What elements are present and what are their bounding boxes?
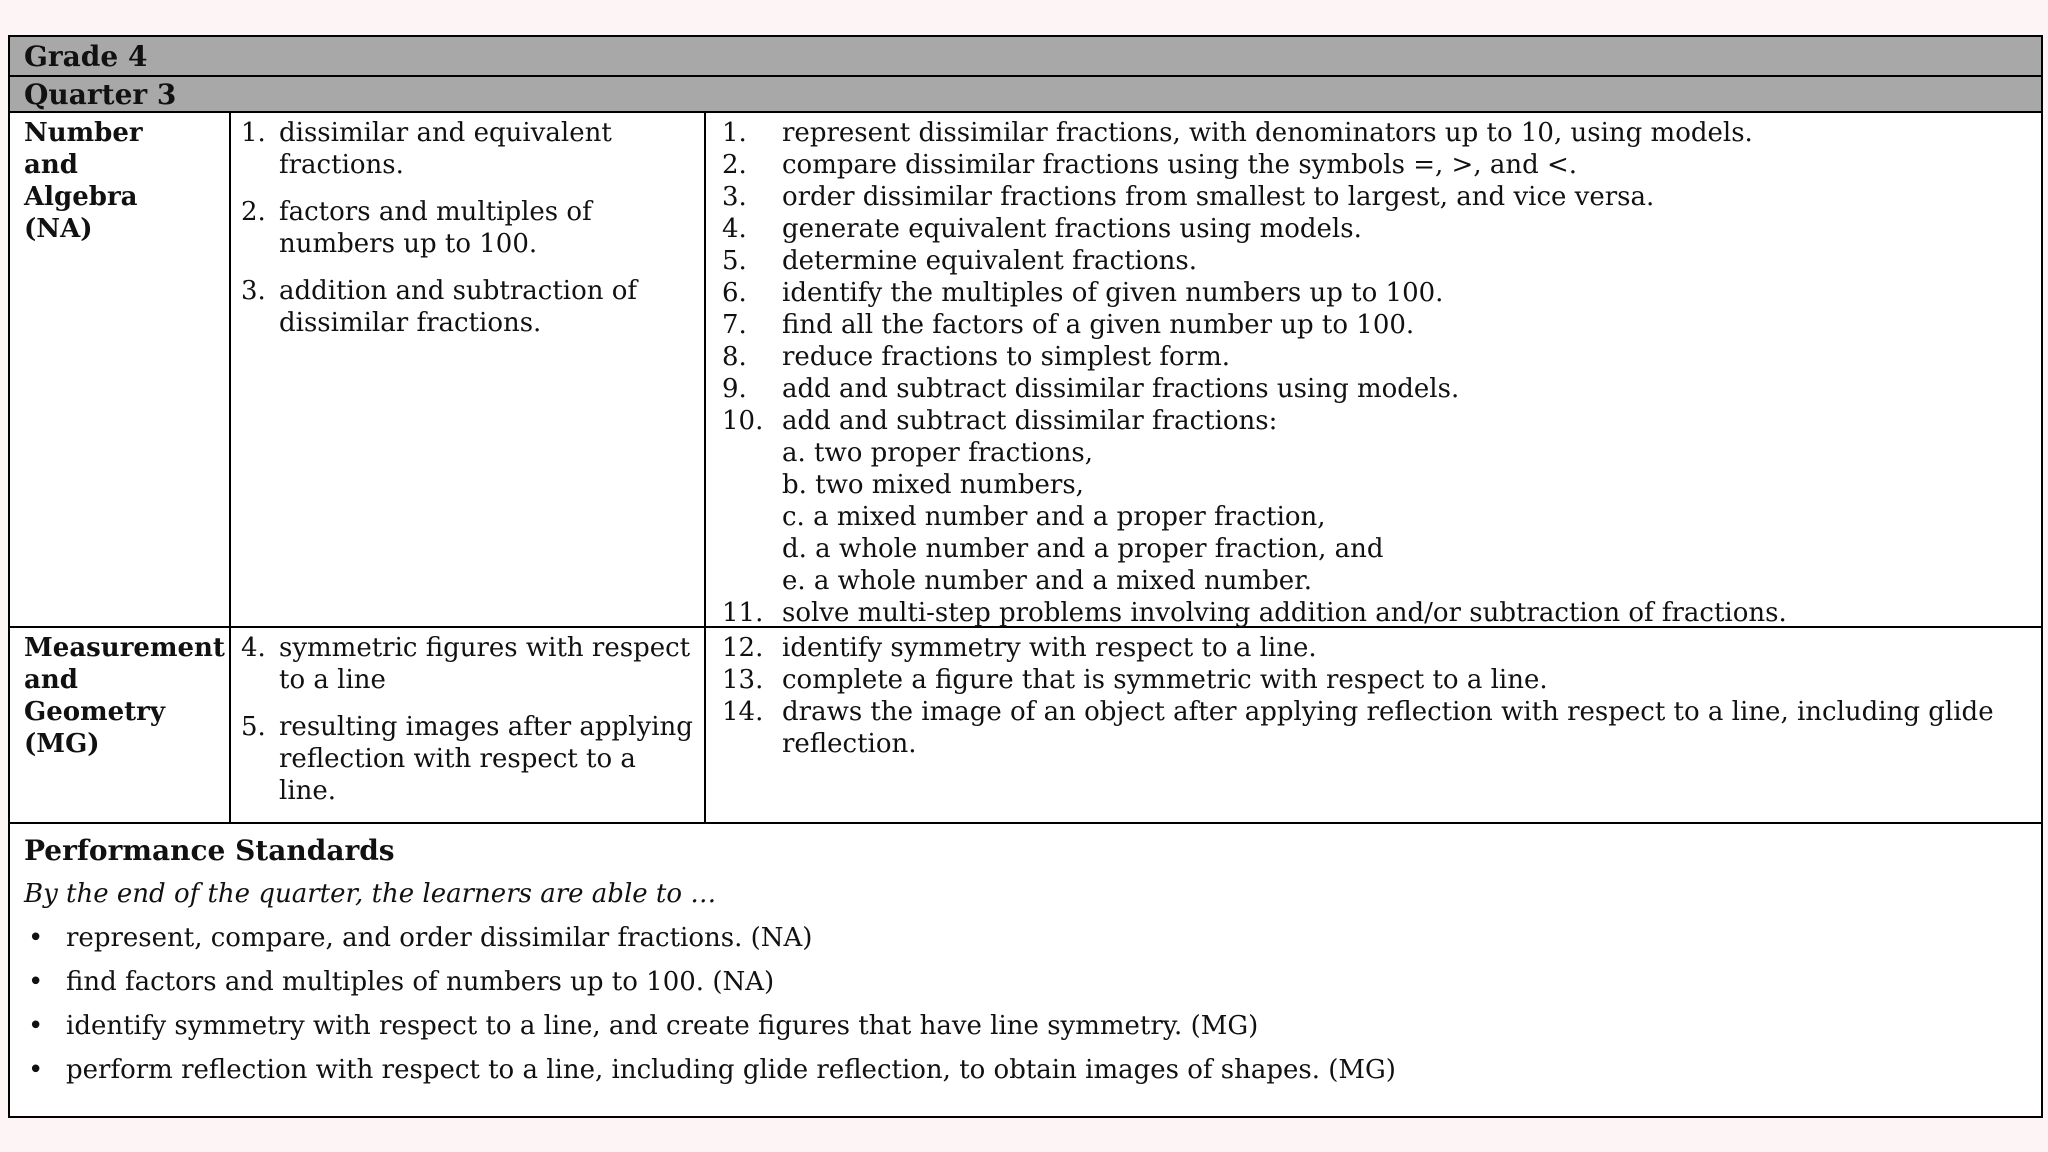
competency-item xyxy=(722,213,2031,245)
domain-cell-na xyxy=(10,113,231,626)
row-number-algebra xyxy=(10,113,2041,628)
competency-item xyxy=(722,341,2031,373)
bullet-icon: • xyxy=(28,1011,44,1041)
item-text: addition and subtraction of dissimilar fractions. xyxy=(279,276,638,338)
item-text: symmetric figures with respect to a line xyxy=(279,633,691,695)
item-number: 2. xyxy=(722,150,747,180)
item-text: compare dissimilar fractions using the symbols =, >, and <. xyxy=(782,150,1578,180)
content-item xyxy=(241,117,696,181)
performance-item-text: represent, compare, and order dissimilar fractions. (NA) xyxy=(66,923,813,953)
performance-intro: By the end of the quarter, the learners are able to … xyxy=(24,879,717,909)
bullet-icon: • xyxy=(28,1055,44,1085)
domain-line: and xyxy=(24,150,78,180)
bullet-icon: • xyxy=(28,923,44,953)
competency-item xyxy=(722,373,2031,405)
sub-item: c. a mixed number and a proper fraction, xyxy=(782,502,1326,532)
item-text: reduce fractions to simplest form. xyxy=(782,342,1231,372)
sub-item: d. a whole number and a proper fraction, and xyxy=(782,534,1384,564)
competency-item xyxy=(722,309,2031,341)
domain-cell-mg xyxy=(10,628,231,822)
item-number: 10. xyxy=(722,406,764,436)
competency-cell-na xyxy=(706,113,2041,626)
item-number: 4. xyxy=(241,633,266,663)
content-item xyxy=(241,632,696,696)
row-measurement-geometry xyxy=(10,628,2041,824)
item-number: 5. xyxy=(241,712,266,742)
competency-item xyxy=(722,632,2031,664)
item-text: factors and multiples of numbers up to 100. xyxy=(279,197,592,259)
performance-item xyxy=(24,916,2041,960)
item-number: 7. xyxy=(722,310,747,340)
performance-item-text: perform reflection with respect to a line, including glide reflection, to obtain images of shapes. (MG) xyxy=(66,1055,1396,1085)
item-number: 14. xyxy=(722,697,764,727)
competency-item xyxy=(722,245,2031,277)
competency-item xyxy=(722,117,2031,149)
item-text: identify symmetry with respect to a line. xyxy=(782,633,1317,663)
item-number: 1. xyxy=(722,118,747,148)
item-text: solve multi-step problems involving addition and/or subtraction of fractions. xyxy=(782,598,1787,628)
item-number: 6. xyxy=(722,278,747,308)
grade-label: Grade 4 xyxy=(24,39,148,73)
competency-item xyxy=(722,181,2031,213)
item-number: 2. xyxy=(241,197,266,227)
quarter-header xyxy=(10,77,2041,113)
item-number: 3. xyxy=(722,182,747,212)
item-text: complete a figure that is symmetric with respect to a line. xyxy=(782,665,1548,695)
performance-item xyxy=(24,1004,2041,1048)
performance-item xyxy=(24,1048,2041,1092)
content-cell-na xyxy=(231,113,706,626)
item-text: add and subtract dissimilar fractions using models. xyxy=(782,374,1460,404)
domain-line: and xyxy=(24,665,78,695)
domain-line: Geometry xyxy=(24,697,165,727)
domain-line: Measurement xyxy=(24,633,225,663)
item-number: 11. xyxy=(722,598,764,628)
curriculum-table xyxy=(8,35,2043,1118)
item-text: dissimilar and equivalent fractions. xyxy=(279,118,612,180)
item-text: add and subtract dissimilar fractions: xyxy=(782,406,1278,436)
competency-cell-mg xyxy=(706,628,2041,822)
sub-item: e. a whole number and a mixed number. xyxy=(782,566,1313,596)
competency-item xyxy=(722,149,2031,181)
domain-line: (MG) xyxy=(24,729,100,759)
bullet-icon: • xyxy=(28,967,44,997)
competency-item xyxy=(722,597,2031,629)
competency-item xyxy=(722,664,2031,696)
performance-title: Performance Standards xyxy=(24,834,395,867)
item-text: find all the factors of a given number up to 100. xyxy=(782,310,1415,340)
item-number: 8. xyxy=(722,342,747,372)
item-text: identify the multiples of given numbers up to 100. xyxy=(782,278,1444,308)
item-text: determine equivalent fractions. xyxy=(782,246,1197,276)
domain-line: Algebra xyxy=(24,182,138,212)
performance-item-text: find factors and multiples of numbers up to 100. (NA) xyxy=(66,967,775,997)
item-text: generate equivalent fractions using models. xyxy=(782,214,1362,244)
sub-item: b. two mixed numbers, xyxy=(782,470,1084,500)
item-number: 13. xyxy=(722,665,764,695)
domain-line: Number xyxy=(24,118,143,148)
content-cell-mg xyxy=(231,628,706,822)
performance-standards xyxy=(10,824,2041,1092)
quarter-label: Quarter 3 xyxy=(24,77,177,111)
content-item xyxy=(241,275,696,339)
item-text: order dissimilar fractions from smallest to largest, and vice versa. xyxy=(782,182,1655,212)
item-text: resulting images after applying reflection with respect to a line. xyxy=(279,712,693,806)
performance-item-text: identify symmetry with respect to a line, and create figures that have line symmetry. (MG) xyxy=(66,1011,1259,1041)
item-text: represent dissimilar fractions, with denominators up to 10, using models. xyxy=(782,118,1753,148)
item-number: 3. xyxy=(241,276,266,306)
domain-line: (NA) xyxy=(24,214,93,244)
competency-item xyxy=(722,696,2031,760)
item-number: 4. xyxy=(722,214,747,244)
grade-header xyxy=(10,37,2041,77)
item-number: 5. xyxy=(722,246,747,276)
item-text: draws the image of an object after applying reflection with respect to a line, including glide reflection. xyxy=(782,697,1994,759)
competency-item xyxy=(722,277,2031,309)
content-item xyxy=(241,711,696,807)
performance-item xyxy=(24,960,2041,1004)
item-number: 1. xyxy=(241,118,266,148)
item-number: 9. xyxy=(722,374,747,404)
sub-item: a. two proper fractions, xyxy=(782,438,1093,468)
item-number: 12. xyxy=(722,633,764,663)
competency-item xyxy=(722,405,2031,437)
content-item xyxy=(241,196,696,260)
